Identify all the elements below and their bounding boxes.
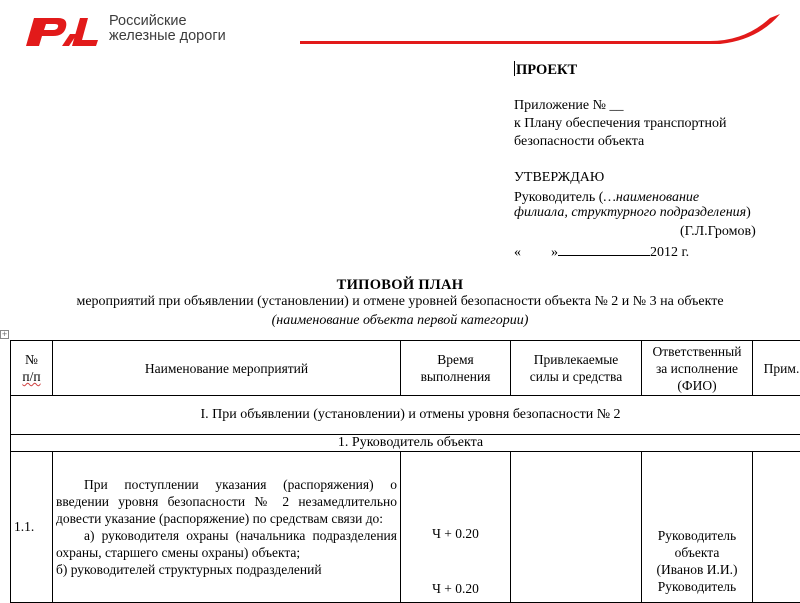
table-header-row bbox=[11, 341, 800, 396]
row-time-a: Ч + 0.20 bbox=[404, 526, 507, 542]
plan-subtitle: мероприятий при объявлении (установлении) и отмене уровней безопасности объекта № 2 и № 3 на объекте bbox=[0, 294, 800, 310]
subsection-row bbox=[11, 435, 800, 452]
signer-name: (Г.Л.Громов) bbox=[680, 223, 756, 240]
appendix-line-3: безопасности объекта bbox=[514, 133, 644, 150]
plan-table bbox=[10, 340, 800, 603]
project-label: ПРОЕКТ bbox=[514, 61, 577, 79]
row-resp-1: Руководитель bbox=[645, 527, 749, 544]
row-text bbox=[53, 452, 401, 603]
appendix-line-2: к Плану обеспечения транспортной bbox=[514, 115, 726, 132]
head-line-1: Руководитель (…наименование bbox=[514, 189, 699, 206]
appendix-line-1: Приложение № __ bbox=[514, 97, 624, 114]
row-text-p1: При поступлении указания (распоряжения) о введении уровня безопасности № 2 незамедлительно довести указание (распоряжение) по средствам связи до: bbox=[56, 476, 397, 527]
plan-title: ТИПОВОЙ ПЛАН bbox=[0, 277, 800, 294]
brand-line-1: Российские bbox=[109, 14, 226, 29]
header-forces: Привлекаемые силы и средства bbox=[511, 341, 642, 396]
head-line-2: филиала, структурного подразделения) bbox=[514, 204, 751, 221]
brand-line-2: железные дороги bbox=[109, 29, 226, 44]
table-move-handle-icon[interactable]: + bbox=[0, 330, 9, 339]
row-text-p2: а) руководителя охраны (начальника подразделения охраны, старшего смены охраны) объекта; bbox=[56, 527, 397, 561]
brand-name bbox=[109, 14, 226, 44]
approval-date: « » 2012 г. bbox=[514, 243, 689, 261]
section-row bbox=[11, 396, 800, 435]
row-text-p3: б) руководителей структурных подразделений bbox=[56, 561, 397, 578]
row-responsible bbox=[642, 452, 753, 603]
subsection-title: 1. Руководитель объекта bbox=[11, 435, 800, 452]
header-responsible: Ответственный за исполнение (ФИО) bbox=[642, 341, 753, 396]
row-forces bbox=[511, 452, 642, 603]
row-resp-2: объекта bbox=[645, 544, 749, 561]
rzd-logo-icon bbox=[22, 12, 102, 50]
row-note bbox=[753, 452, 800, 603]
header-name: Наименование мероприятий bbox=[53, 341, 401, 396]
header-note: Прим. bbox=[753, 341, 800, 396]
row-time bbox=[401, 452, 511, 603]
text-cursor bbox=[514, 61, 515, 76]
row-resp-4: Руководитель bbox=[645, 578, 749, 595]
brand-swoosh-icon bbox=[300, 10, 790, 50]
object-note: (наименование объекта первой категории) bbox=[0, 313, 800, 329]
row-resp-3: (Иванов И.И.) bbox=[645, 561, 749, 578]
approve-label: УТВЕРЖДАЮ bbox=[514, 169, 604, 186]
row-num: 1.1. bbox=[11, 452, 53, 603]
date-blank bbox=[558, 243, 650, 256]
header-time: Время выполнения bbox=[401, 341, 511, 396]
table-row bbox=[11, 452, 800, 603]
section-title: I. При объявлении (установлении) и отмены уровня безопасности № 2 bbox=[11, 396, 800, 435]
row-time-b: Ч + 0.20 bbox=[404, 581, 507, 597]
header-num: № п/п bbox=[11, 341, 53, 396]
